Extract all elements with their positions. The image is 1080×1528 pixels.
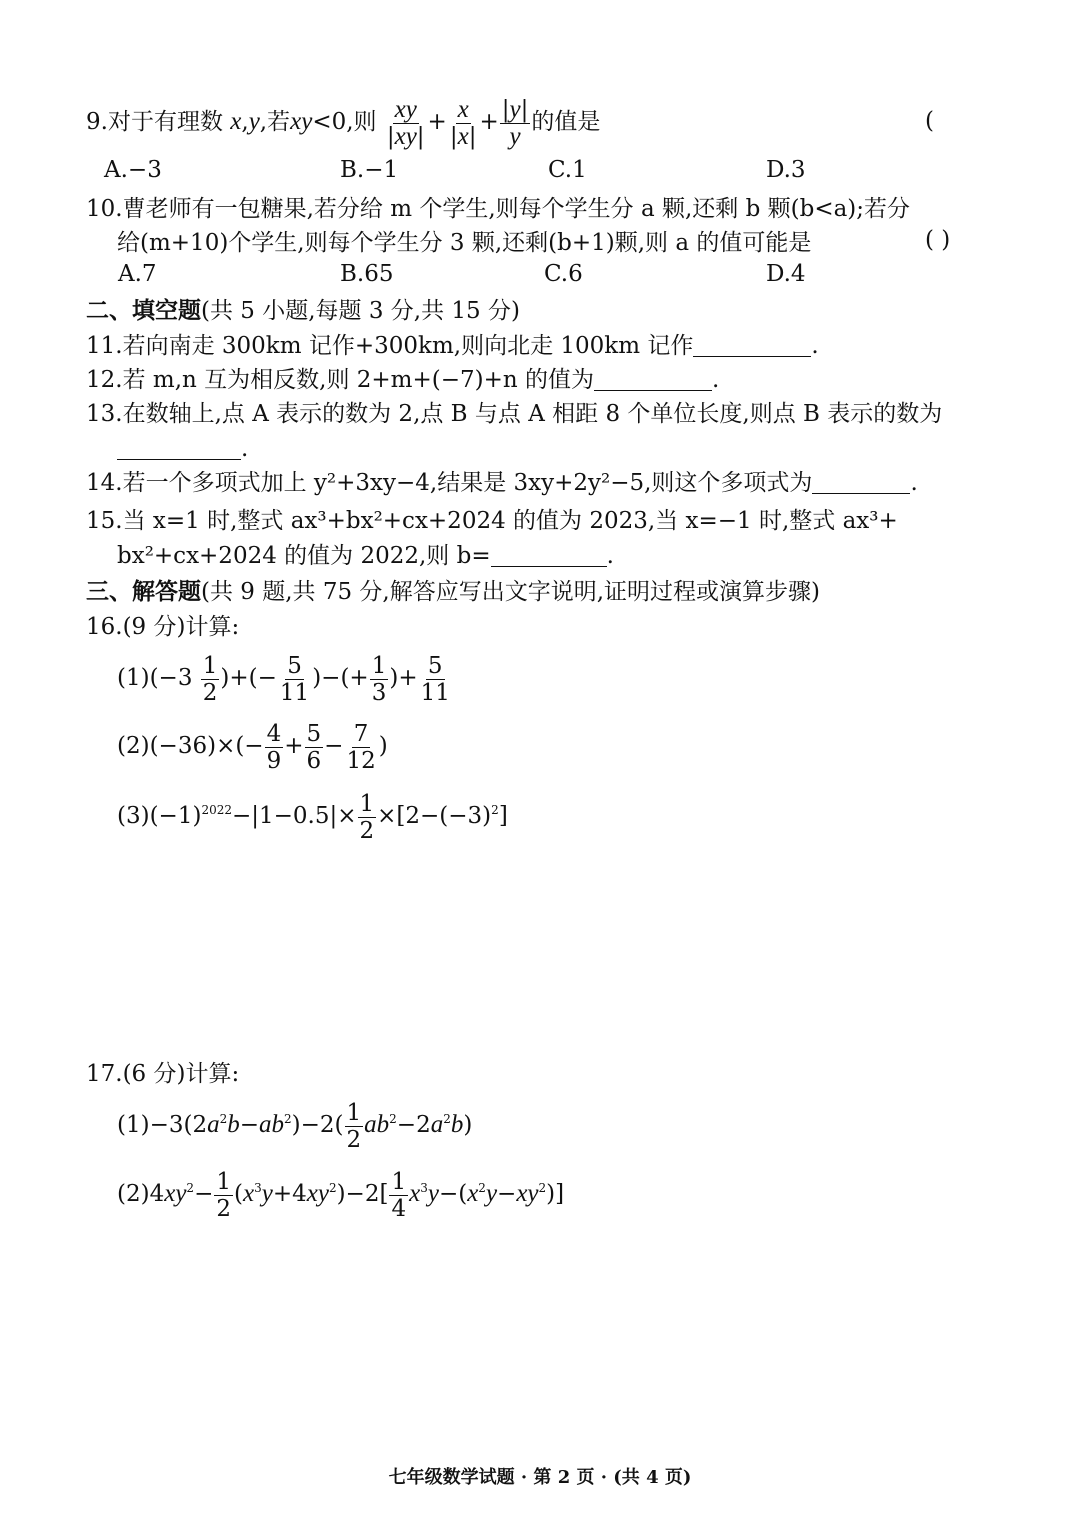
q9-suffix: 的值是	[531, 109, 601, 135]
question-16-part-2: (2)(−36)×(− $\frac{4}{9}$ + $\frac{5}{6}$ − $\frac{7}{12}$ )	[117, 720, 388, 774]
option-c: C.1	[548, 157, 587, 183]
question-17-part-2: $(2)4xy^2-$ $\frac{1}{2}$ $(x^3y+4xy^2)-2$[ $\frac{1}{4}$ $x^3y-(x^2y-xy^2)$]	[117, 1168, 565, 1222]
option-b: B.65	[340, 261, 394, 287]
answer-blank[interactable]	[117, 437, 241, 460]
q9-answer-paren: (	[925, 108, 934, 134]
question-16-heading: 16.(9 分)计算:	[86, 614, 240, 640]
page-footer: 七年级数学试题 · 第 2 页 · (共 4 页)	[388, 1467, 692, 1488]
answer-blank[interactable]	[491, 544, 607, 567]
fraction: $\frac{xy}{|xy|}$	[386, 95, 425, 150]
option-a: A.7	[118, 261, 157, 287]
section-3-note: (共 9 题,共 75 分,解答应写出文字说明,证明过程或演算步骤)	[201, 579, 821, 605]
question-15-line2: bx²+cx+2024 的值为 2022,则 b= .	[117, 543, 614, 569]
option-d: D.4	[766, 261, 806, 287]
q10-options	[86, 261, 986, 293]
option-a: A.−3	[104, 157, 162, 183]
question-15-line1: 15.当 x=1 时,整式 ax³+bx²+cx+2024 的值为 2023,当 x=−1 时,整式 ax³+	[86, 508, 898, 534]
option-c: C.6	[544, 261, 583, 287]
q9-prefix: 9.对于有理数	[86, 109, 223, 135]
question-16-part-3: $(3)(-1)^{2022}-|1-0.5|\times$ $\frac{1}{2}$ $\times[2-(-3)^2]$	[117, 790, 508, 844]
q9-options	[86, 157, 986, 189]
question-13: 13.在数轴上,点 A 表示的数为 2,点 B 与点 A 相距 8 个单位长度,则点 B 表示的数为	[86, 401, 943, 427]
q10-answer-paren: ( )	[925, 227, 951, 253]
question-10-line1: 10.曹老师有一包糖果,若分给 m 个学生,则每个学生分 a 颗,还剩 b 颗(b<a);若分	[86, 196, 911, 222]
question-17-heading: 17.(6 分)计算:	[86, 1061, 240, 1087]
question-13-blank-line: .	[117, 433, 248, 465]
section-2-title: 二、填空题	[86, 297, 201, 324]
question-16-part-1: (1)(−3 $\frac{1}{2}$ )+(− $\frac{5}{11}$ )−(+ $\frac{1}{3}$ )+ $\frac{5}{11}$	[117, 652, 450, 706]
answer-blank[interactable]	[693, 334, 811, 357]
fraction: $\frac{x}{|x|}$	[449, 95, 477, 150]
section-2-heading	[86, 295, 520, 327]
section-3-heading	[86, 576, 820, 608]
question-9: 9.对于有理数 x,y,若xy<0,则 $\frac{xy}{|xy|}$ + $\frac{x}{|x|}$ + $\frac{|y|}{y}$ 的值是	[86, 95, 601, 150]
question-17-part-1: $(1)-3(2a^2b-ab^2)-2$( $\frac{1}{2}$ $ab^2-2a^2b$)	[117, 1099, 473, 1153]
section-3-title: 三、解答题	[86, 578, 201, 605]
question-11: 11.若向南走 300km 记作+300km,则向北走 100km 记作 .	[86, 333, 819, 359]
question-14: 14.若一个多项式加上 y²+3xy−4,结果是 3xy+2y²−5,则这个多项式为 .	[86, 470, 918, 496]
question-10-line2: 给(m+10)个学生,则每个学生分 3 颗,还剩(b+1)颗,则 a 的值可能是	[117, 230, 812, 256]
question-12: 12.若 m,n 互为相反数,则 2+m+(−7)+n 的值为 .	[86, 367, 720, 393]
option-b: B.−1	[340, 157, 399, 183]
answer-blank[interactable]	[594, 368, 712, 391]
section-2-note: (共 5 小题,每题 3 分,共 15 分)	[201, 298, 520, 324]
answer-blank[interactable]	[812, 471, 910, 494]
option-d: D.3	[766, 157, 806, 183]
fraction: $\frac{|y|}{y}$	[501, 95, 529, 150]
